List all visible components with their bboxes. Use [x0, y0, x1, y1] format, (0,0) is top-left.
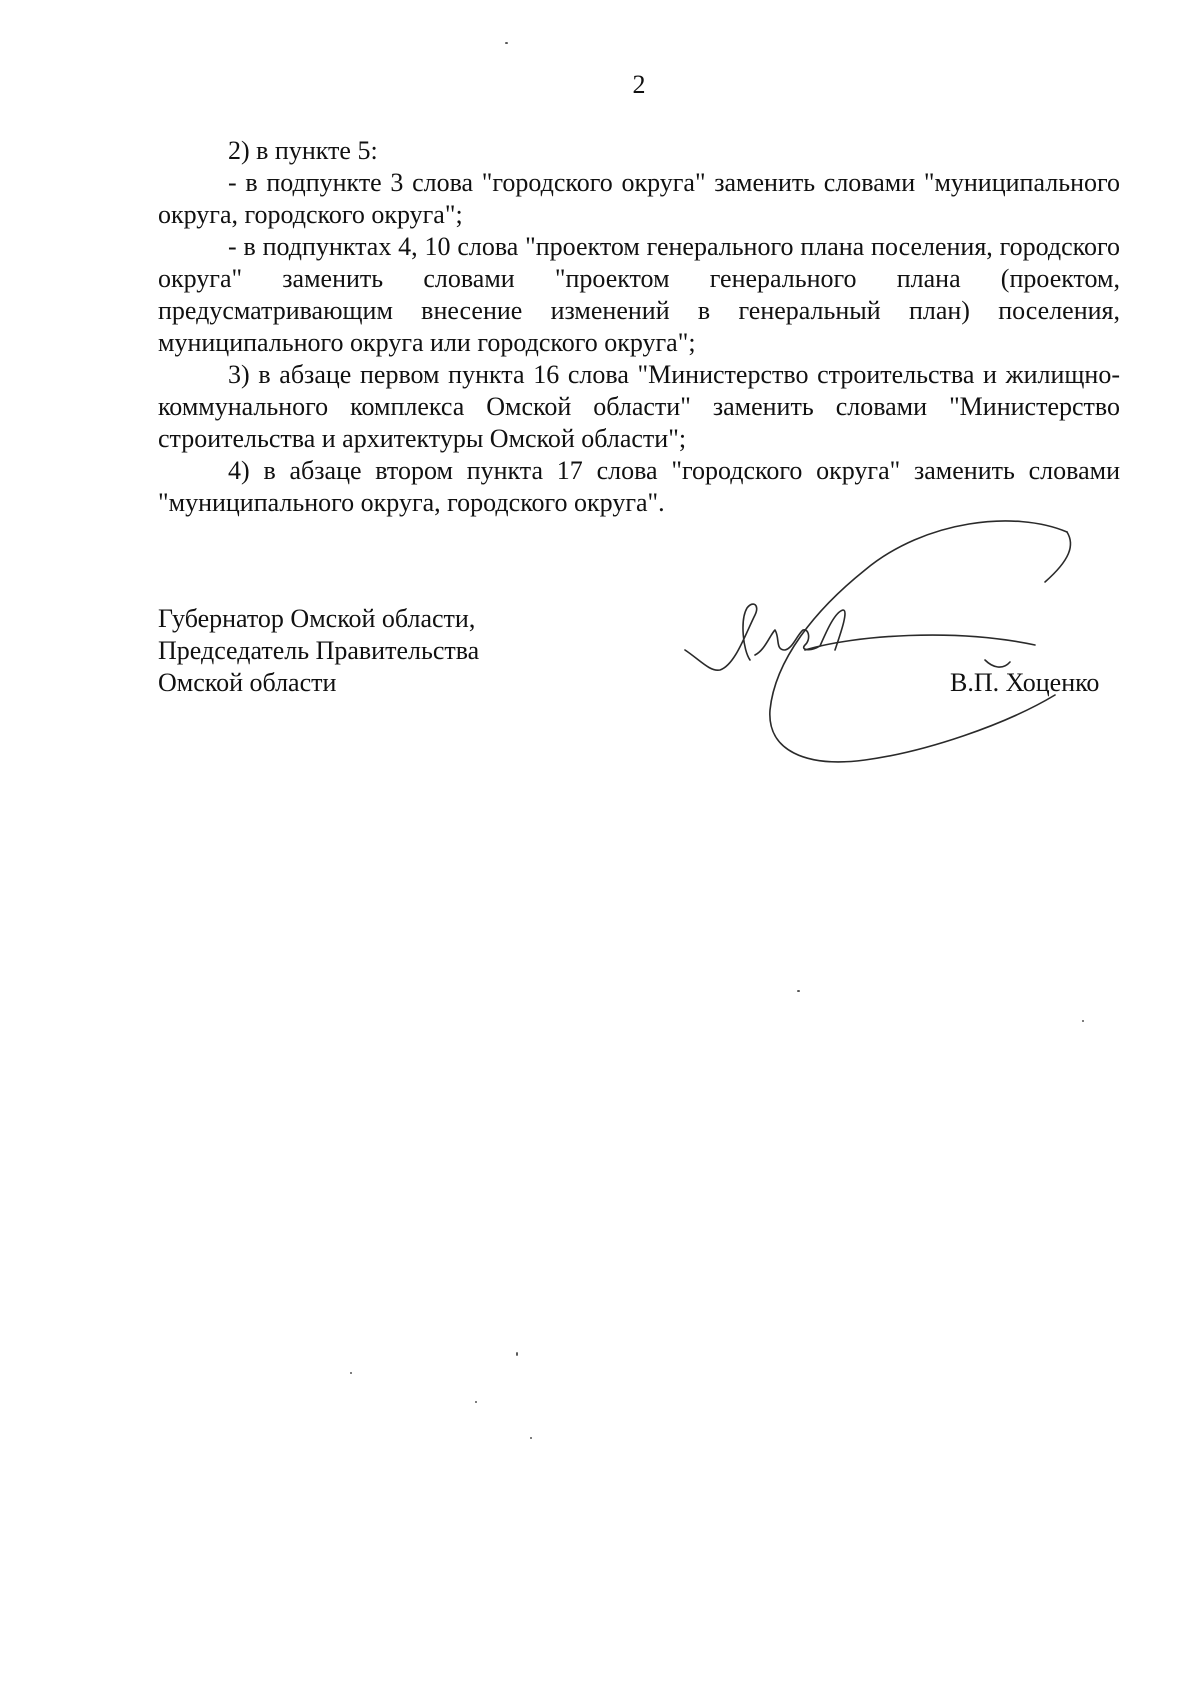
scan-speck — [475, 1401, 477, 1403]
signatory-title-line: Губернатор Омской области, — [158, 604, 476, 633]
paragraph-item-2: 2) в пункте 5: — [228, 136, 378, 165]
page-number: 2 — [632, 70, 646, 99]
scan-speck — [516, 1352, 518, 1356]
paragraph-item-4: 4) в абзаце втором пункта 17 слова "городского округа" заменить словами "муниципального округа, городского округа". — [158, 456, 1120, 517]
scan-speck — [350, 1372, 352, 1374]
signatory-name: В.П. Хоценко — [950, 668, 1100, 697]
signatory-title — [158, 603, 479, 699]
document-body — [158, 135, 1120, 519]
subitem-3-replacement: - в подпункте 3 слова "городского округа" заменить словами "муниципального округа, городского округа"; — [158, 168, 1120, 229]
scan-speck — [1082, 1020, 1084, 1022]
scan-speck — [797, 990, 800, 992]
signatory-title-line: Омской области — [158, 668, 337, 697]
handwritten-signature — [675, 510, 1095, 770]
paragraph-item-3: 3) в абзаце первом пункта 16 слова "Министерство строительства и жилищно-коммунального комплекса Омской области" заменить словами "Министерство строительства и архитектуры Омской области"; — [158, 360, 1120, 453]
scan-speck — [530, 1437, 532, 1439]
signatory-title-line: Председатель Правительства — [158, 636, 480, 665]
scan-speck — [505, 42, 508, 44]
subitem-4-10-replacement: - в подпунктах 4, 10 слова "проектом генерального плана поселения, городского округа" заменить словами "проектом генерального плана (проектом, предусматривающим внесение изменений в генеральный план) поселения, муниципального округа или городского округа"; — [158, 232, 1120, 357]
